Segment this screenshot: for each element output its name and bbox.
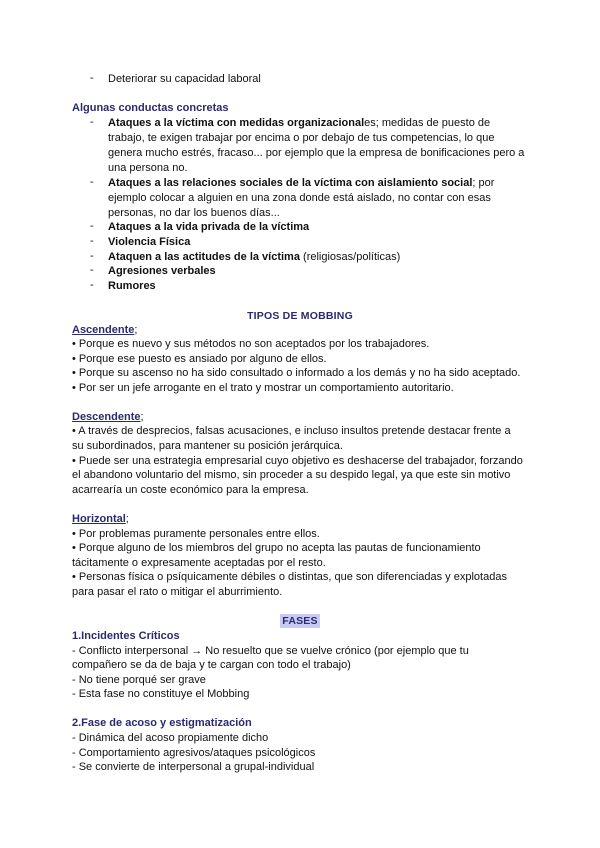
list-dash: - xyxy=(90,250,94,262)
item-text: (religiosas/políticas) xyxy=(299,251,401,263)
phase-line: - Comportamiento agresivos/ataques psicológicos xyxy=(72,747,316,759)
bullet-line: • Por ser un jefe arrogante en el trato y mostrar un comportamiento autoritario. xyxy=(72,382,454,394)
phase-line: compañero se da de baja y te cargan con todo el trabajo) xyxy=(72,659,351,671)
item-text: ; por xyxy=(472,177,495,189)
bullet-line: acarrearía un coste económico para la empresa. xyxy=(72,484,309,496)
list-item: Rumores xyxy=(108,280,156,292)
bullet-line: tácitamente o expresamente aceptadas por el resto. xyxy=(72,557,326,569)
subsection-heading-horizontal xyxy=(72,512,129,526)
section-heading-conductas: Algunas conductas concretas xyxy=(72,102,229,114)
bullet-line: • Porque su ascenso no ha sido consultado o informado a los demás y no ha sido aceptado. xyxy=(72,367,521,379)
highlighted-title: FASES xyxy=(282,615,318,627)
item-bold-text: Ataques a las relaciones sociales de la víctima con aislamiento social xyxy=(108,177,473,189)
list-dash: - xyxy=(90,235,94,247)
bullet-line: el abandono voluntario del mismo, sin proceder a su despido legal, ya que este sin motivo xyxy=(72,469,511,481)
list-dash: - xyxy=(90,176,94,188)
list-dash: - xyxy=(90,72,94,84)
list-item-continuation: una persona no. xyxy=(108,162,188,174)
list-dash: - xyxy=(90,279,94,291)
subsection-label: Descendente xyxy=(72,411,141,423)
phase-line: - Esta fase no constituye el Mobbing xyxy=(72,688,250,700)
phase-line: - Se convierte de interpersonal a grupal-individual xyxy=(72,761,315,773)
phase-line: - Conflicto interpersonal → No resuelto que se vuelve crónico (por ejemplo que tu xyxy=(72,645,469,657)
list-item xyxy=(108,116,490,130)
list-item-continuation: genera mucho estrés, fracaso... por ejemplo que la empresa de bonificaciones pero a xyxy=(108,147,525,159)
subsection-heading-ascendente xyxy=(72,323,137,337)
bullet-line: • Porque alguno de los miembros del grupo no acepta las pautas de funcionamiento xyxy=(72,542,481,554)
list-dash: - xyxy=(90,220,94,232)
phase-line: - Dinámica del acoso propiamente dicho xyxy=(72,732,269,744)
bullet-line: • Por problemas puramente personales entre ellos. xyxy=(72,528,320,540)
list-dash: - xyxy=(90,264,94,276)
item-bold-text: Ataquen a las actitudes de la víctima xyxy=(108,251,300,263)
section-title-fases xyxy=(0,614,600,628)
item-text: es; medidas de puesto de xyxy=(364,117,491,129)
list-item xyxy=(108,176,494,190)
list-item: Deteriorar su capacidad laboral xyxy=(108,73,261,85)
list-item: Ataques a la vida privada de la víctima xyxy=(108,221,310,233)
subsection-label: Ascendente xyxy=(72,324,135,336)
list-dash: - xyxy=(90,116,94,128)
subsection-suffix: ; xyxy=(134,324,138,336)
phase-heading-2: 2.Fase de acoso y estigmatización xyxy=(72,717,252,729)
bullet-line: • Puede ser una estrategia empresarial cuyo objetivo es deshacerse del trabajador, forzando xyxy=(72,455,523,467)
subsection-suffix: ; xyxy=(140,411,144,423)
subsection-heading-descendente xyxy=(72,410,144,424)
bullet-line: • Personas física o psíquicamente débiles o distintas, que son diferenciadas y explotadas xyxy=(72,571,507,583)
section-title-tipos: TIPOS DE MOBBING xyxy=(247,310,353,322)
phase-line: - No tiene porqué ser grave xyxy=(72,674,206,686)
item-bold-text: Ataques a la víctima con medidas organizacional xyxy=(108,117,365,129)
phase-heading-1: 1.Incidentes Críticos xyxy=(72,630,180,642)
bullet-line: para pasar el rato o mitigar el aburrimiento. xyxy=(72,586,283,598)
bullet-line: • A través de desprecios, falsas acusaciones, e incluso insultos pretende destacar frente a xyxy=(72,425,511,437)
bullet-line: • Porque ese puesto es ansiado por alguno de ellos. xyxy=(72,353,327,365)
list-item xyxy=(108,250,400,264)
bullet-line: • Porque es nuevo y sus métodos no son aceptados por los trabajadores. xyxy=(72,338,430,350)
list-item-continuation: trabajo, te exigen trabajar por encima o por debajo de tus competencias, lo que xyxy=(108,132,495,144)
subsection-suffix: ; xyxy=(125,513,129,525)
list-item: Violencia Física xyxy=(108,236,191,248)
list-item-continuation: personas, no dar los buenos días... xyxy=(108,207,280,219)
bullet-line: su subordinados, para mantener su posición jerárquica. xyxy=(72,440,343,452)
list-item: Agresiones verbales xyxy=(108,265,216,277)
list-item-continuation: ejemplo colocar a alguien en una zona donde está aislado, no contar con esas xyxy=(108,192,491,204)
subsection-label: Horizontal xyxy=(72,513,126,525)
